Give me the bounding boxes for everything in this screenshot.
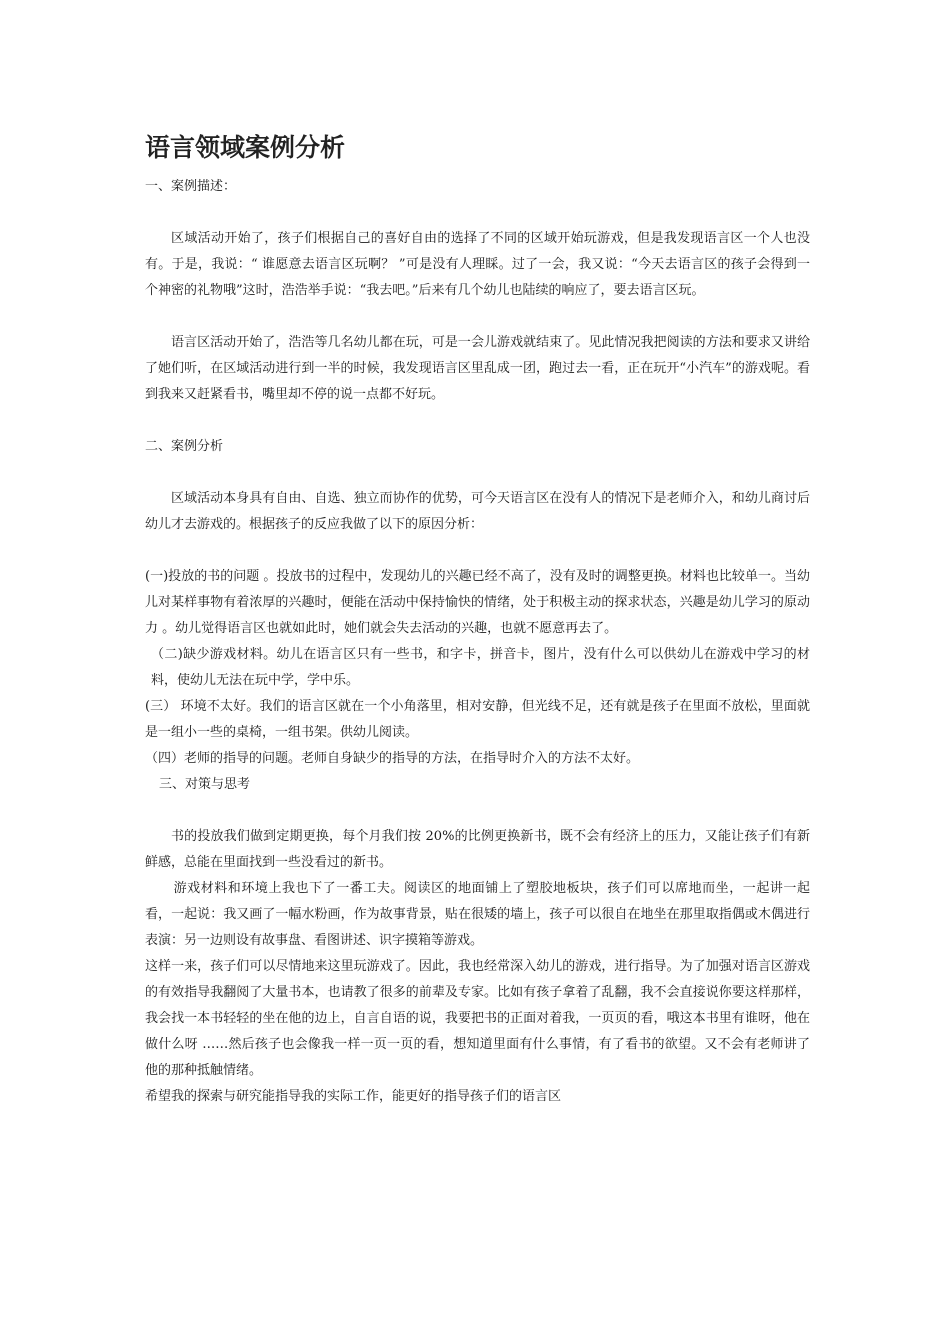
spacer bbox=[145, 538, 810, 564]
section3-paragraph-1: 书的投放我们做到定期更换，每个月我们按 20%的比例更换新书，既不会有经济上的压力，又能让孩子们有新鲜感，总能在里面找到一些没看过的新书。 bbox=[145, 829, 810, 870]
section1-paragraph-1: 区域活动开始了，孩子们根据自己的喜好自由的选择了不同的区域开始玩游戏，但是我发现语言区一个人也没有。于是，我说：“ 谁愿意去语言区玩啊？ ”可是没有人理睬。过了一会，我又说：“今天去语言区的孩子会得到一个神密的礼物哦”这时，浩浩举手说：“我去吧。”后来有几个幼儿也陆续的响应了，要去语言区玩。 bbox=[145, 231, 810, 298]
section3-heading: 三、对策与思考 bbox=[159, 777, 251, 792]
spacer bbox=[145, 304, 810, 330]
section3-paragraph-2: 游戏材料和环境上我也下了一番工夫。阅读区的地面铺上了塑胶地板块，孩子们可以席地而坐，一起讲一起看，一起说：我又画了一幅水粉画，作为故事背景，贴在很矮的墙上，孩子可以很自在地坐在那里取指偶或木偶进行表演：另一边则设有故事盘、看图讲述、识字摸箱等游戏。 bbox=[145, 881, 810, 948]
document-page bbox=[145, 128, 810, 1110]
cause-4-paragraph: （四）老师的指导的问题。老师自身缺少的指导的方法，在指导时介入的方法不太好。 bbox=[145, 751, 640, 766]
spacer bbox=[145, 408, 810, 434]
closing-paragraph: 希望我的探索与研究能指导我的实际工作，能更好的指导孩子们的语言区 bbox=[145, 1089, 562, 1104]
section2-paragraph-1: 区域活动本身具有自由、自选、独立而协作的优势，可今天语言区在没有人的情况下是老师介入，和幼儿商讨后幼儿才去游戏的。根据孩子的反应我做了以下的原因分析： bbox=[145, 491, 810, 532]
section2-heading: 二、案例分析 bbox=[145, 439, 224, 454]
section1-paragraph-2: 语言区活动开始了，浩浩等几名幼儿都在玩，可是一会儿游戏就结束了。见此情况我把阅读的方法和要求又讲给了她们听，在区域活动进行到一半的时候，我发现语言区里乱成一团，跑过去一看，正在玩开“小汽车”的游戏呢。看到我来又赶紧看书，嘴里却不停的说一点都不好玩。 bbox=[145, 335, 810, 402]
spacer bbox=[145, 200, 810, 226]
document-title: 语言领域案例分析 bbox=[145, 133, 346, 162]
cause-2-paragraph: （二)缺少游戏材料。幼儿在语言区只有一些书，和字卡，拼音卡，图片，没有什么可以供幼儿在游戏中学习的材料，使幼儿无法在玩中学，学中乐。 bbox=[151, 647, 810, 688]
cause-1-paragraph: (一)投放的书的问题 。投放书的过程中，发现幼儿的兴趣已经不高了，没有及时的调整更换。材料也比较单一。当幼儿对某样事物有着浓厚的兴趣时，便能在活动中保持愉快的情绪，处于积极主动的探求状态，兴趣是幼儿学习的原动力 。幼儿觉得语言区也就如此时，她们就会失去活动的兴趣，也就不愿意再去了。 bbox=[145, 569, 810, 636]
cause-3-paragraph: (三） 环境不太好。我们的语言区就在一个小角落里，相对安静，但光线不足，还有就是孩子在里面不放松，里面就是一组小一些的桌椅，一组书架。供幼儿阅读。 bbox=[145, 699, 810, 740]
section1-heading: 一、案例描述： bbox=[145, 179, 237, 194]
spacer bbox=[145, 460, 810, 486]
section3-paragraph-3: 这样一来，孩子们可以尽情地来这里玩游戏了。因此，我也经常深入幼儿的游戏，进行指导。为了加强对语言区游戏的有效指导我翻阅了大量书本，也请教了很多的前辈及专家。比如有孩子拿着了乱翻，我不会直接说你要这样那样，我会找一本书轻轻的坐在他的边上，自言自语的说，我要把书的正面对着我，一页页的看，哦这本书里有谁呀，他在做什么呀 ……然后孩子也会像我一样一页一页的看，想知道里面有什么事情，有了看书的欲望。又不会有老师讲了他的那种抵触情绪。 bbox=[145, 959, 810, 1078]
spacer bbox=[145, 798, 810, 824]
